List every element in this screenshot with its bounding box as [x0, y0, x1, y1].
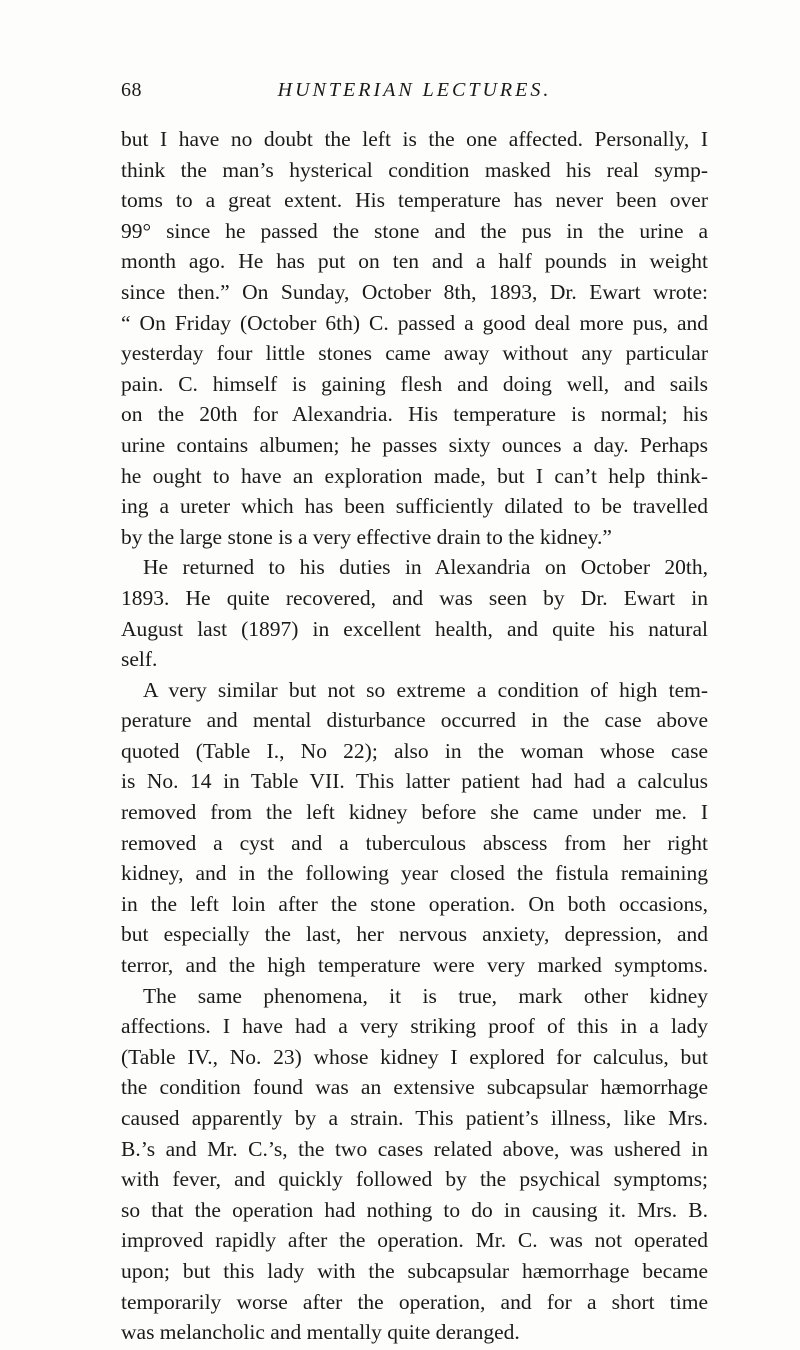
text-line: kidney, and in the following year closed the fistula remaining [121, 861, 708, 886]
text-line: think the man’s hysterical condition masked his real symp- [121, 157, 708, 182]
text-line: but I have no doubt the left is the one affected. Personally, I [121, 127, 708, 151]
text-line: ing a ureter which has been sufficiently dilated to be travelled [121, 494, 708, 519]
text-line: yesterday four little stones came away without any particular [121, 341, 708, 366]
text-line: pain. C. himself is gaining flesh and doing well, and sails [121, 371, 708, 396]
body-text [121, 124, 708, 1348]
text-line: is No. 14 in Table VII. This latter patient had had a calculus [121, 769, 708, 794]
text-line: but especially the last, her nervous anxiety, depression, and [121, 922, 708, 947]
text-line: self. [121, 647, 158, 672]
text-line: (Table IV., No. 23) whose kidney I explored for calculus, but [121, 1044, 708, 1069]
text-line: August last (1897) in excellent health, and quite his natural [121, 616, 708, 641]
text-line: quoted (Table I., No 22); also in the woman whose case [121, 738, 708, 763]
text-line: the condition found was an extensive subcapsular hæmorrhage [121, 1075, 708, 1100]
text-line: affections. I have had a very striking proof of this in a lady [121, 1014, 708, 1039]
text-line: terror, and the high temperature were very marked symptoms. [121, 953, 708, 978]
page-number: 68 [121, 79, 142, 101]
text-line: caused apparently by a strain. This patient’s illness, like Mrs. [121, 1106, 708, 1130]
text-line: “ On Friday (October 6th) C. passed a good deal more pus, and [121, 310, 708, 335]
text-line: He returned to his duties in Alexandria on October 20th, [143, 555, 708, 580]
running-title: HUNTERIAN LECTURES. [277, 79, 552, 101]
page-header [121, 79, 708, 109]
text-line: removed a cyst and a tuberculous abscess from her right [121, 830, 708, 855]
text-line: was melancholic and mentally quite deranged. [121, 1320, 520, 1345]
text-line: perature and mental disturbance occurred in the case above [121, 708, 708, 733]
text-line: 1893. He quite recovered, and was seen by Dr. Ewart in [121, 585, 708, 610]
text-line: toms to a great extent. His temperature has never been over [121, 188, 708, 213]
text-line: month ago. He has put on ten and a half pounds in weight [121, 249, 708, 274]
text-line: he ought to have an exploration made, but I can’t help think- [121, 463, 708, 488]
text-line: removed from the left kidney before she came under me. I [121, 800, 708, 825]
text-line: urine contains albumen; he passes sixty ounces a day. Perhaps [121, 432, 708, 457]
text-line: so that the operation had nothing to do in causing it. Mrs. B. [121, 1197, 708, 1222]
text-line: improved rapidly after the operation. Mr. C. was not operated [121, 1228, 708, 1253]
text-line: A very similar but not so extreme a condition of high tem- [143, 677, 708, 702]
text-line: in the left loin after the stone operation. On both occasions, [121, 891, 708, 916]
text-line: B.’s and Mr. C.’s, the two cases related above, was ushered in [121, 1136, 708, 1161]
text-line: by the large stone is a very effective drain to the kidney.” [121, 524, 612, 549]
text-line: on the 20th for Alexandria. His temperature is normal; his [121, 402, 708, 427]
text-line: 99° since he passed the stone and the pus in the urine a [121, 218, 708, 243]
text-line: with fever, and quickly followed by the psychical symptoms; [121, 1167, 708, 1192]
text-line: temporarily worse after the operation, and for a short time [121, 1289, 708, 1314]
text-line: The same phenomena, it is true, mark other kidney [143, 983, 708, 1008]
text-line: upon; but this lady with the subcapsular hæmorrhage became [121, 1258, 708, 1283]
text-line: since then.” On Sunday, October 8th, 1893, Dr. Ewart wrote: [121, 279, 708, 304]
